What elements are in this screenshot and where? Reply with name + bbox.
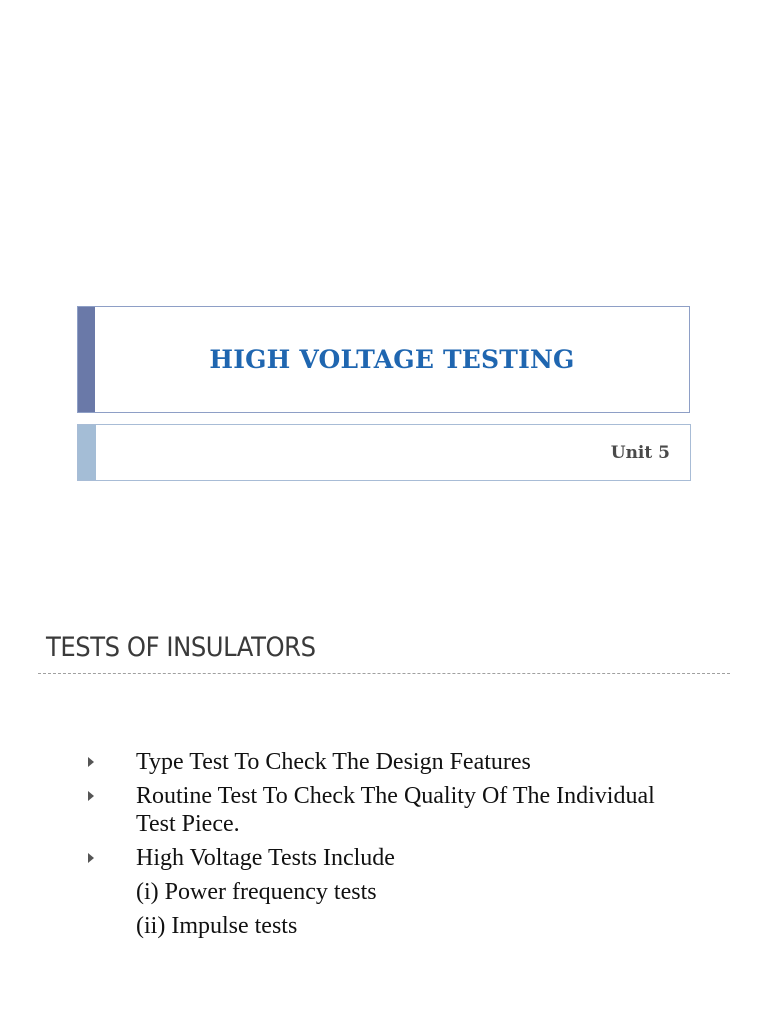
slide-subtitle: Unit 5 — [610, 442, 670, 463]
sub-item — [136, 878, 656, 906]
bullet-arrow-icon — [88, 791, 94, 801]
bullet-text: Type Test To Check The Design Features — [136, 749, 531, 775]
title-divider — [38, 673, 730, 674]
content-slide-title: TESTS OF INSULATORS — [46, 632, 316, 663]
content-slide — [0, 560, 768, 1024]
sub-item-text: (ii) Impulse tests — [136, 913, 298, 939]
subtitle-accent-bar — [78, 425, 96, 480]
bullet-arrow-icon — [88, 853, 94, 863]
bullet-text: Routine Test To Check The Quality Of The Individual Test Piece. — [136, 783, 655, 837]
bullet-item — [136, 748, 656, 776]
bullet-text: High Voltage Tests Include — [136, 845, 395, 871]
bullet-item — [136, 782, 656, 838]
bullet-arrow-icon — [88, 757, 94, 767]
sub-item-text: (i) Power frequency tests — [136, 879, 377, 905]
title-box — [77, 306, 690, 413]
sub-item — [136, 912, 656, 940]
slide-title: HIGH VOLTAGE TESTING — [209, 345, 575, 374]
title-accent-bar — [78, 307, 95, 412]
bullet-item — [136, 844, 656, 872]
subtitle-box — [77, 424, 691, 481]
